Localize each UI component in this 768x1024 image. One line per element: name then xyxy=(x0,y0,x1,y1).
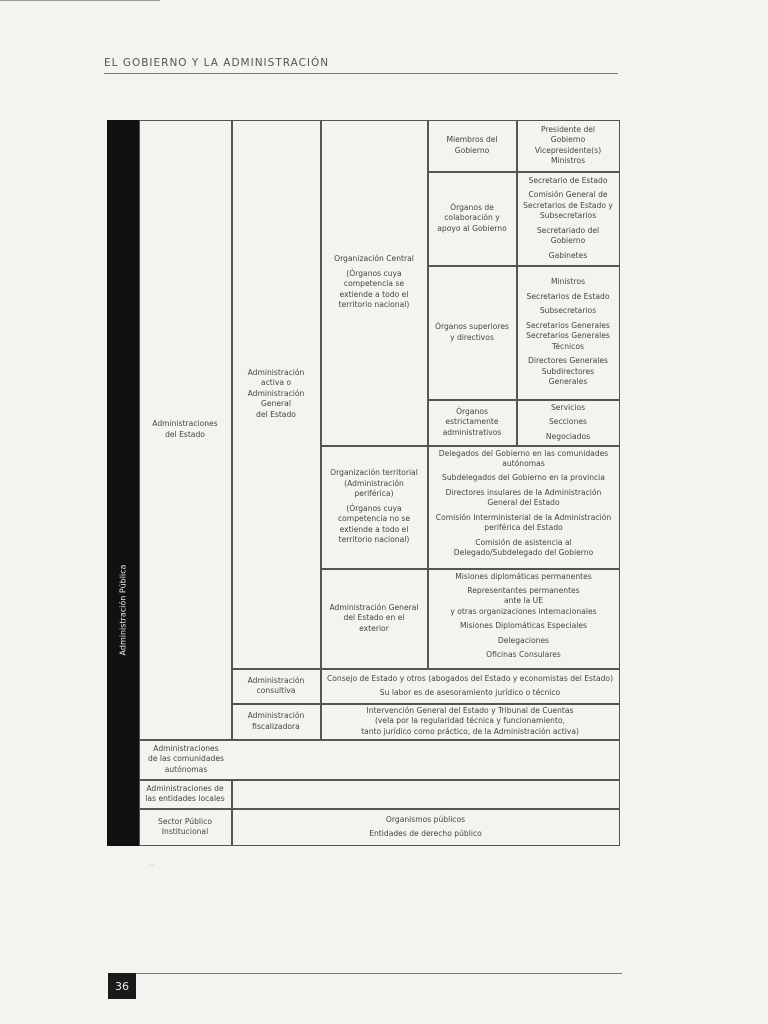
row-ccaa xyxy=(139,740,620,780)
label-administracion-exterior: Administración General del Estado en el exterior xyxy=(329,602,419,633)
superiores-item: Secretarios Generales Técnicos xyxy=(526,331,610,351)
territorial-item: Comisión Interministerial de la Administración periférica del Estado xyxy=(435,512,612,533)
consultiva-item: Su labor es de asesoramiento jurídico o técnico xyxy=(379,688,561,697)
label-organizacion-central: Organización Central xyxy=(334,254,414,264)
cell-administracion-fiscalizadora xyxy=(232,704,321,740)
cell-sector-publico-items xyxy=(232,809,620,846)
org-chart-table xyxy=(107,120,620,846)
territorial-item: Directores insulares de la Administración General del Estado xyxy=(445,487,602,508)
cell-organos-colaboracion xyxy=(428,172,517,266)
cell-administrativos-list xyxy=(517,400,620,446)
cell-administracion-activa xyxy=(232,120,321,669)
administrativos-item: Servicios xyxy=(550,402,586,412)
exterior-item: Misiones Diplomáticas Especiales xyxy=(459,621,588,631)
miembros-item: Ministros xyxy=(550,155,586,165)
note-organizacion-territorial: (Órganos cuya competencia no se extiende a todo el territorio nacional) xyxy=(337,503,411,545)
territorial-item: Comisión de asistencia al Delegado/Subdelegado del Gobierno xyxy=(453,537,594,558)
cell-sector-publico xyxy=(139,809,232,846)
cell-colaboracion-list xyxy=(517,172,620,266)
cell-consultiva-items xyxy=(321,669,620,704)
label-entidades-locales: Administraciones de las entidades locales xyxy=(145,783,225,803)
label-organizacion-territorial: Organización territorial (Administración periférica) xyxy=(330,468,418,499)
label-administracion-activa: Administración activa o Administración General del Estado xyxy=(247,367,305,419)
colaboracion-item: Secretario de Estado xyxy=(528,175,608,185)
label-miembros-gobierno: Miembros del Gobierno xyxy=(446,135,498,155)
territorial-item: Delegados del Gobierno en las comunidades autónomas xyxy=(438,448,609,468)
superiores-item: Subdirectores Generales xyxy=(541,366,595,387)
footer-rule xyxy=(108,973,622,974)
colaboracion-item: Secretariado del Gobierno xyxy=(536,225,600,246)
exterior-item: Representantes permanentes ante la UE y otras organizaciones internacionales xyxy=(450,585,597,616)
cell-organizacion-territorial xyxy=(321,446,428,569)
cell-administraciones-estado xyxy=(139,120,232,740)
superiores-item: Subsecretarios xyxy=(539,306,597,316)
label-sector-publico: Sector Público Institucional xyxy=(158,816,212,836)
label-administracion-fiscalizadora: Administración fiscalizadora xyxy=(247,711,305,731)
running-header: EL GOBIERNO Y LA ADMINISTRACIÓN xyxy=(104,57,330,69)
superiores-item: Ministros xyxy=(550,277,586,287)
label-organos-administrativos: Órganos estrictamente administrativos xyxy=(442,406,502,437)
scan-edge-line xyxy=(0,0,160,1)
cell-exterior-list xyxy=(428,569,620,669)
label-ccaa: Administraciones de las comunidades autónomas xyxy=(148,743,224,774)
superiores-item: Directores Generales xyxy=(528,356,608,366)
cell-organos-superiores xyxy=(428,266,517,400)
spi-item: Entidades de derecho público xyxy=(369,829,482,838)
exterior-item: Oficinas Consulares xyxy=(486,650,561,660)
cell-fiscalizadora-items xyxy=(321,704,620,740)
label-administraciones-estado: Administraciones del Estado xyxy=(152,419,218,439)
miembros-item: Vicepresidente(s) xyxy=(534,145,602,155)
superiores-item: Secretarios de Estado xyxy=(526,291,610,301)
label-organos-superiores: Órganos superiores y directivos xyxy=(435,322,509,342)
colaboracion-item: Gabinetes xyxy=(548,250,588,260)
miembros-item: Presidente del Gobierno xyxy=(540,124,596,145)
exterior-item: Delegaciones xyxy=(497,635,550,645)
consultiva-item: Consejo de Estado y otros (abogados del Estado y economistas del Estado) xyxy=(326,673,614,683)
label-administracion-consultiva: Administración consultiva xyxy=(247,675,305,695)
cell-miembros-gobierno xyxy=(428,120,517,172)
territorial-item: Subdelegados del Gobierno en la provincia xyxy=(442,473,605,483)
cell-entidades-locales xyxy=(139,780,232,809)
cell-entidades-locales-empty xyxy=(232,780,620,809)
cell-superiores-list xyxy=(517,266,620,400)
note-organizacion-central: (Órganos cuya competencia se extiende a todo el territorio nacional) xyxy=(338,268,410,310)
cell-organos-administrativos xyxy=(428,400,517,446)
scan-speck: .. xyxy=(150,860,154,867)
cell-organizacion-central xyxy=(321,120,428,446)
exterior-item: Misiones diplomáticas permanentes xyxy=(455,571,592,581)
sidebar-label: Administración Pública xyxy=(118,564,128,656)
cell-administracion-exterior xyxy=(321,569,428,669)
cell-territorial-list xyxy=(428,446,620,569)
header-rule xyxy=(104,73,618,74)
cell-administracion-consultiva xyxy=(232,669,321,704)
cell-miembros-list xyxy=(517,120,620,172)
administrativos-item: Negociados xyxy=(545,431,591,441)
page-number: 36 xyxy=(108,973,136,999)
colaboracion-item: Comisión General de Secretarios de Estado y Subsecretarios xyxy=(523,190,613,221)
superiores-item: Secretarios Generales xyxy=(526,320,610,330)
sidebar-band xyxy=(107,120,139,846)
label-organos-colaboracion: Órganos de colaboración y apoyo al Gobierno xyxy=(437,202,507,233)
fiscalizadora-item: Intervención General del Estado y Tribunal de Cuentas (vela por la regularidad técnica y funcionamiento, tanto jurídico como práctico, de la Administración activa) xyxy=(361,705,579,736)
spi-item: Organismos públicos xyxy=(385,814,466,824)
administrativos-item: Secciones xyxy=(548,417,588,427)
